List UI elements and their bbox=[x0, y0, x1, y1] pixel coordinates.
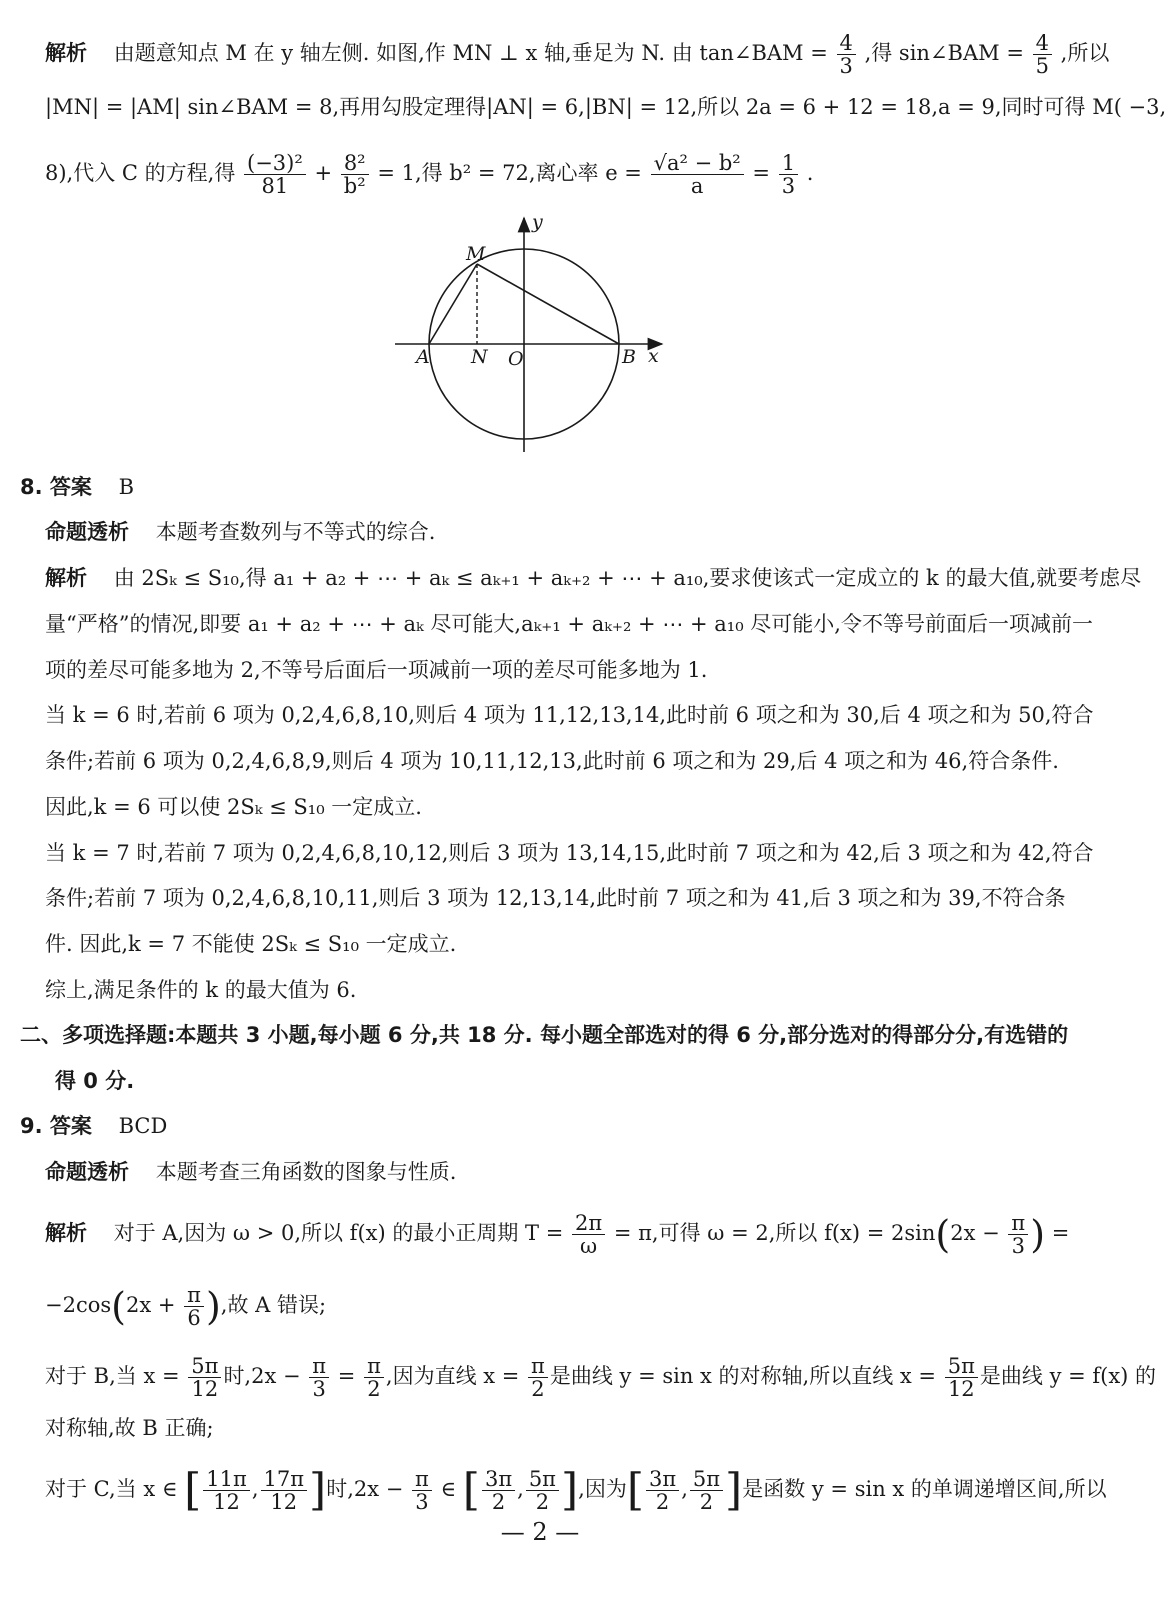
numerator: 1 bbox=[779, 152, 798, 175]
text: 2x − bbox=[950, 1221, 1000, 1245]
text: 对于 A,因为 ω > 0,所以 f(x) 的最小正周期 T = bbox=[113, 1221, 564, 1245]
text: 时,2x − bbox=[223, 1364, 301, 1388]
numerator: π bbox=[412, 1468, 432, 1491]
denominator: 3 bbox=[415, 1490, 429, 1514]
numerator: π bbox=[309, 1355, 329, 1378]
answer-value: B bbox=[118, 475, 135, 499]
fraction bbox=[528, 1355, 548, 1400]
denominator: b² bbox=[343, 174, 366, 198]
text: 是曲线 y = f(x) 的 bbox=[979, 1364, 1157, 1388]
fraction bbox=[651, 152, 744, 197]
numerator: 2π bbox=[572, 1212, 605, 1235]
fraction bbox=[690, 1468, 723, 1513]
fraction bbox=[364, 1355, 384, 1400]
intent-text: 本题考查数列与不等式的综合. bbox=[155, 520, 436, 544]
text: . bbox=[806, 161, 814, 185]
paren: ) bbox=[1030, 1212, 1046, 1257]
segment-AM bbox=[429, 264, 477, 344]
fraction bbox=[779, 152, 798, 197]
answer-label: 8. 答案 bbox=[20, 475, 92, 499]
denominator: 12 bbox=[947, 1377, 975, 1401]
numerator: 3π bbox=[482, 1468, 515, 1491]
sec7-line-3 bbox=[45, 152, 813, 197]
text: 由题意知点 M 在 y 轴左侧. 如图,作 MN ⊥ x 轴,垂足为 N. 由 tan∠BAM = bbox=[113, 41, 828, 65]
text: ,因为 bbox=[578, 1477, 627, 1501]
text: −2cos bbox=[45, 1293, 112, 1317]
section2-heading: 二、多项选择题:本题共 3 小题,每小题 6 分,共 18 分. 每小题全部选对的得 6 分,部分选对的得部分分,有选错的 bbox=[20, 1023, 1069, 1047]
text: 8),代入 C 的方程,得 bbox=[45, 161, 236, 185]
fraction bbox=[184, 1284, 204, 1329]
numerator: 8² bbox=[341, 152, 369, 175]
denominator: 2 bbox=[655, 1490, 670, 1514]
fraction bbox=[646, 1468, 679, 1513]
text: 对于 B,当 x = bbox=[45, 1364, 180, 1388]
numerator: (−3)² bbox=[244, 152, 306, 175]
q8-p10: 综上,满足条件的 k 的最大值为 6. bbox=[45, 978, 357, 1002]
intent-text: 本题考查三角函数的图象与性质. bbox=[155, 1160, 457, 1184]
answer-value: BCD bbox=[118, 1114, 168, 1138]
q9-b-line-1 bbox=[45, 1355, 1156, 1400]
section2-heading-cont: 得 0 分. bbox=[55, 1069, 135, 1093]
q8-p3: 项的差尽可能多地为 2,不等号后面后一项减前一项的差尽可能多地为 1. bbox=[45, 658, 708, 682]
analysis-label: 解析 bbox=[45, 41, 87, 65]
denominator: 2 bbox=[535, 1490, 550, 1514]
q8-p8: 条件;若前 7 项为 0,2,4,6,8,10,11,则后 3 项为 12,13,14,此时前 7 项之和为 41,后 3 项之和为 39,不符合条 bbox=[45, 886, 1066, 910]
fraction bbox=[188, 1355, 221, 1400]
fraction bbox=[244, 152, 306, 197]
label-x: x bbox=[648, 345, 659, 367]
bracket: [ bbox=[626, 1464, 645, 1516]
bracket: ] bbox=[560, 1464, 579, 1516]
q8-p1 bbox=[45, 563, 1141, 593]
fraction bbox=[412, 1468, 432, 1513]
intent-label: 命题透析 bbox=[45, 520, 129, 544]
numerator: 5π bbox=[690, 1468, 723, 1491]
text: = 1,得 b² = 72,离心率 e = bbox=[377, 161, 642, 185]
label-y: y bbox=[532, 211, 543, 233]
text: 时,2x − bbox=[326, 1477, 404, 1501]
q8-p2: 量“严格”的情况,即要 a₁ + a₂ + ⋯ + aₖ 尽可能大,aₖ₊₁ + aₖ₊₂ + ⋯ + a₁₀ 尽可能小,令不等号前面后一项减前一 bbox=[45, 612, 1093, 636]
fraction bbox=[309, 1355, 329, 1400]
numerator: 4 bbox=[1033, 32, 1052, 55]
intent-label: 命题透析 bbox=[45, 1160, 129, 1184]
fraction bbox=[1033, 32, 1052, 77]
denominator: 3 bbox=[781, 174, 796, 198]
denominator: ω bbox=[580, 1234, 598, 1258]
denominator: 3 bbox=[839, 54, 853, 78]
q8-p4: 当 k = 6 时,若前 6 项为 0,2,4,6,8,10,则后 4 项为 11,12,13,14,此时前 6 项之和为 30,后 4 项之和为 50,符合 bbox=[45, 703, 1094, 727]
denominator: 12 bbox=[191, 1377, 219, 1401]
numerator: √a² − b² bbox=[651, 152, 744, 175]
text: ∈ bbox=[440, 1477, 457, 1501]
numerator: π bbox=[1008, 1212, 1028, 1235]
numerator: 5π bbox=[526, 1468, 559, 1491]
text: + bbox=[314, 161, 333, 185]
fraction bbox=[341, 152, 369, 197]
text: = bbox=[1051, 1221, 1070, 1245]
denominator: 2 bbox=[367, 1377, 381, 1401]
bracket: ] bbox=[309, 1464, 327, 1516]
analysis-label: 解析 bbox=[45, 566, 87, 590]
denominator: 12 bbox=[213, 1490, 240, 1514]
fraction bbox=[945, 1355, 978, 1400]
denominator: 2 bbox=[699, 1490, 714, 1514]
text: 对于 C,当 x ∈ bbox=[45, 1477, 178, 1501]
bracket: ] bbox=[725, 1464, 743, 1516]
fraction bbox=[572, 1212, 605, 1257]
numerator: 4 bbox=[837, 32, 856, 55]
numerator: 5π bbox=[188, 1355, 221, 1378]
text: 是函数 y = sin x 的单调递增区间,所以 bbox=[742, 1477, 1107, 1501]
fraction bbox=[526, 1468, 559, 1513]
q8-p5: 条件;若前 6 项为 0,2,4,6,8,9,则后 4 项为 10,11,12,13,此时前 6 项之和为 29,后 4 项之和为 46,符合条件. bbox=[45, 749, 1059, 773]
text: = bbox=[752, 161, 771, 185]
paren: ) bbox=[205, 1284, 221, 1329]
denominator: 6 bbox=[187, 1306, 201, 1330]
q9-b-line-2: 对称轴,故 B 正确; bbox=[45, 1416, 214, 1440]
ellipse-figure bbox=[390, 210, 680, 460]
fraction bbox=[261, 1468, 308, 1513]
text: 2x + bbox=[125, 1293, 176, 1317]
page-number: — 2 — bbox=[500, 1518, 580, 1546]
numerator: π bbox=[184, 1284, 204, 1307]
denominator: a bbox=[690, 174, 704, 198]
fraction bbox=[203, 1468, 250, 1513]
denominator: 2 bbox=[531, 1377, 545, 1401]
q9-c-line-1: 对于 C,当 x ∈ [ $\frac{11\pi}{12}$ , $\frac{17\pi}{12}$ ]时,2x − $\frac{\pi}{3}$ ∈ [ $\frac{3\pi}{2}$ , $\frac{5\pi}{2}$ ],因为[ $\frac{3\pi}{2}$ , $\frac{5\pi}{2}$ ]是函数 y = sin x 的单调递增区间,所以 bbox=[45, 1464, 1107, 1516]
text: 由 2Sₖ ≤ S₁₀,得 a₁ + a₂ + ⋯ + aₖ ≤ aₖ₊₁ + aₖ₊₂ + ⋯ + a₁₀,要求使该式一定成立的 k 的最大值,就要考虑尽 bbox=[113, 566, 1142, 590]
q9-a-line-2 bbox=[45, 1284, 326, 1329]
numerator: 11π bbox=[203, 1468, 250, 1491]
paren: ( bbox=[935, 1212, 951, 1257]
denominator: 2 bbox=[491, 1490, 506, 1514]
bracket: [ bbox=[184, 1464, 202, 1516]
numerator: 3π bbox=[646, 1468, 679, 1491]
label-A: A bbox=[416, 346, 430, 368]
answer-label: 9. 答案 bbox=[20, 1114, 92, 1138]
analysis-label: 解析 bbox=[45, 1221, 87, 1245]
denominator: 5 bbox=[1035, 54, 1049, 78]
text: ,因为直线 x = bbox=[385, 1364, 520, 1388]
q8-p7: 当 k = 7 时,若前 7 项为 0,2,4,6,8,10,12,则后 3 项为 13,14,15,此时前 7 项之和为 42,后 3 项之和为 42,符合 bbox=[45, 841, 1094, 865]
fraction bbox=[482, 1468, 515, 1513]
sec7-line-1 bbox=[45, 32, 1109, 77]
text: = bbox=[337, 1364, 356, 1388]
q9-a-line-1 bbox=[45, 1212, 1069, 1257]
label-B: B bbox=[622, 346, 636, 368]
sec7-line-2: |MN| = |AM| sin∠BAM = 8,再用勾股定理得|AN| = 6,|BN| = 12,所以 2a = 6 + 12 = 18,a = 9,同时可得 M( −3, bbox=[45, 95, 1166, 119]
numerator: π bbox=[364, 1355, 384, 1378]
denominator: 12 bbox=[270, 1490, 298, 1514]
q9-intent bbox=[45, 1157, 456, 1187]
text: ,故 A 错误; bbox=[220, 1293, 327, 1317]
q8-answer bbox=[20, 472, 134, 502]
bracket: [ bbox=[462, 1464, 480, 1516]
label-M: M bbox=[466, 243, 486, 265]
segment-MB bbox=[477, 264, 619, 344]
label-O: O bbox=[508, 348, 524, 370]
numerator: 5π bbox=[945, 1355, 978, 1378]
fraction bbox=[1008, 1212, 1028, 1257]
q8-p6: 因此,k = 6 可以使 2Sₖ ≤ S₁₀ 一定成立. bbox=[45, 795, 422, 819]
numerator: 17π bbox=[261, 1468, 308, 1491]
fraction bbox=[837, 32, 856, 77]
paren: ( bbox=[111, 1284, 126, 1329]
numerator: π bbox=[528, 1355, 548, 1378]
text: 是曲线 y = sin x 的对称轴,所以直线 x = bbox=[549, 1364, 937, 1388]
denominator: 81 bbox=[261, 174, 289, 198]
q9-answer bbox=[20, 1111, 167, 1141]
label-N: N bbox=[471, 346, 488, 368]
denominator: 3 bbox=[1011, 1234, 1025, 1258]
text: = π,可得 ω = 2,所以 f(x) = 2sin bbox=[613, 1221, 936, 1245]
q8-intent bbox=[45, 517, 435, 547]
text: ,所以 bbox=[1060, 41, 1110, 65]
q8-p9: 件. 因此,k = 7 不能使 2Sₖ ≤ S₁₀ 一定成立. bbox=[45, 932, 457, 956]
text: ,得 sin∠BAM = bbox=[864, 41, 1024, 65]
denominator: 3 bbox=[312, 1377, 326, 1401]
